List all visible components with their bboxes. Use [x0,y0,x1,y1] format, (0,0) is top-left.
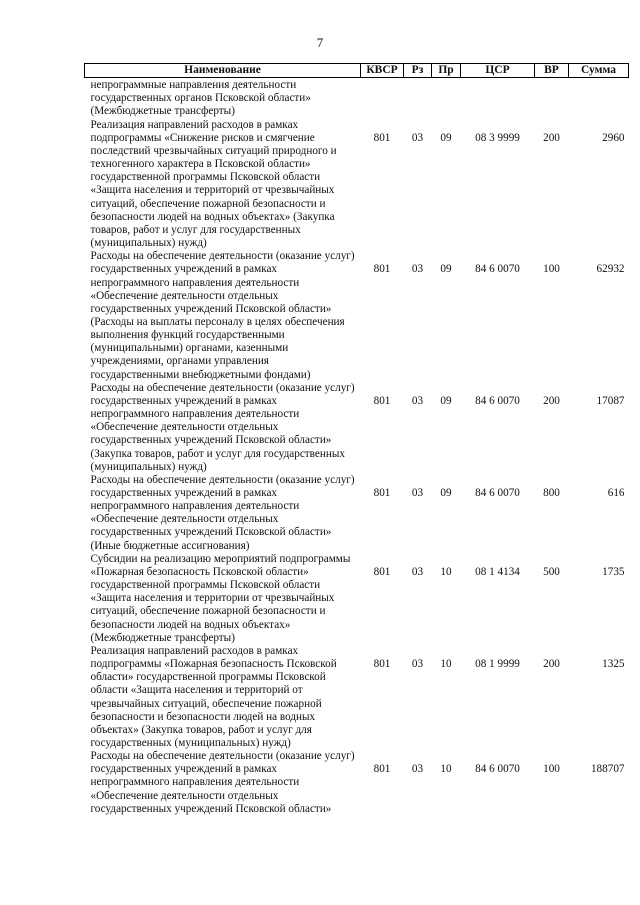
row-vr: 200 [543,394,560,407]
row-csr: 08 1 4134 [475,565,520,578]
table-row [85,382,629,474]
row-sum: 188707 [590,763,625,776]
table-row [85,645,629,750]
row-csr: 84 6 0070 [475,486,520,499]
table-row [85,553,629,645]
row-csr: 84 6 0070 [475,263,520,276]
header-kvsr: КВСР [361,64,404,78]
table-header-row [85,64,629,78]
row-name: Расходы на обеспечение деятельности (оказание услуг) государственных учреждений в рамках непрограммного направления деятельности «Обеспечение деятельности отдельных государственных учреждений Псковской области» (Иные бюджетные ассигнования) [90,473,355,552]
table-row [85,750,629,816]
row-name: Расходы на обеспечение деятельности (оказание услуг) государственных учреждений в рамках непрограммного направления деятельности «Обеспечение деятельности отдельных государственных учреждений Псковской области» (Расходы на выплаты персоналу в целях обеспечения выполнения функций государственными (муниципальными) органами, казенными учреждениями, органами управления государственными внебюджетными фондами) [90,250,355,381]
row-vr: 100 [543,263,560,276]
row-name: Реализация направлений расходов в рамках подпрограммы «Снижение рисков и смягчение последствий чрезвычайных ситуаций природного и техногенного характера в Псковской области» государственной программы Псковской области «Защита населения и территорий от чрезвычайных ситуаций, обеспечение пожарной безопасности и безопасности людей на водных объектах» (Закупка товаров, работ и услуг для государственных (муниципальных) нужд) [90,118,337,250]
row-sum: 62932 [596,263,625,276]
row-rz: 03 [411,394,424,407]
row-kvsr: 801 [373,486,391,499]
table-row [85,474,629,553]
table-row-continuation [85,78,629,119]
row-csr: 08 1 9999 [475,657,520,670]
row-pr: 09 [440,131,452,144]
row-rz: 03 [411,657,424,670]
row-csr: 08 3 9999 [475,131,520,144]
row-name: Расходы на обеспечение деятельности (оказание услуг) государственных учреждений в рамках непрограммного направления деятельности «Обеспечение деятельности отдельных государственных учреждений Псковской области» [90,750,355,815]
row-pr: 10 [440,565,452,578]
row-rz: 03 [411,565,424,578]
row-kvsr: 801 [373,131,391,144]
page-number: 7 [316,35,324,50]
row-kvsr: 801 [373,657,391,670]
row-rz: 03 [411,763,424,776]
row-rz: 03 [411,131,424,144]
row-vr: 200 [543,657,560,670]
row-pr: 10 [440,763,452,776]
row-sum: 1325 [602,657,625,670]
row-name: Реализация направлений расходов в рамках подпрограммы «Пожарная безопасность Псковской области» государственной программы Псковской области «Защита населения и территорий от чрезвычайных ситуаций, обеспечение пожарной безопасности и безопасности людей на водных объектах» (Закупка товаров, работ и услуг для государственных (муниципальных) нужд) [90,644,337,749]
row-vr: 500 [543,565,560,578]
header-name: Наименование [85,64,361,78]
header-vr: ВР [535,64,569,78]
row-vr: 800 [543,486,560,499]
row-vr: 100 [543,763,560,776]
row-rz: 03 [411,263,424,276]
row-sum: 1735 [602,565,625,578]
row-pr: 09 [440,263,452,276]
row-pr: 10 [440,657,452,670]
row-kvsr: 801 [373,565,391,578]
budget-table [84,63,629,816]
row-name: Расходы на обеспечение деятельности (оказание услуг) государственных учреждений в рамках непрограммного направления деятельности «Обеспечение деятельности отдельных государственных учреждений Псковской области» (Закупка товаров, работ и услуг для государственных (муниципальных) нужд) [90,381,355,473]
row-pr: 09 [440,394,452,407]
row-csr: 84 6 0070 [475,394,520,407]
header-rz: Рз [404,64,432,78]
row-sum: 2960 [602,131,625,144]
row-sum: 616 [607,486,625,499]
header-pr: Пр [432,64,461,78]
table-row [85,250,629,382]
table-row [85,119,629,251]
header-csr: ЦСР [461,64,535,78]
row-sum: 17087 [596,394,625,407]
row-rz: 03 [411,486,424,499]
header-sum: Сумма [569,64,629,78]
row-name: непрограммные направления деятельности государственных органов Псковской области» (Межбюджетные трансферты) [90,79,311,118]
row-csr: 84 6 0070 [475,763,520,776]
row-name: Субсидии на реализацию мероприятий подпрограммы «Пожарная безопасность Псковской области» государственной программы Псковской области «Защита населения и территории от чрезвычайных ситуаций, обеспечение пожарной безопасности и безопасности людей на водных объектах» (Межбюджетные трансферты) [90,552,351,644]
row-vr: 200 [543,131,560,144]
row-pr: 09 [440,486,452,499]
row-kvsr: 801 [373,394,391,407]
row-kvsr: 801 [373,263,391,276]
row-kvsr: 801 [373,763,391,776]
